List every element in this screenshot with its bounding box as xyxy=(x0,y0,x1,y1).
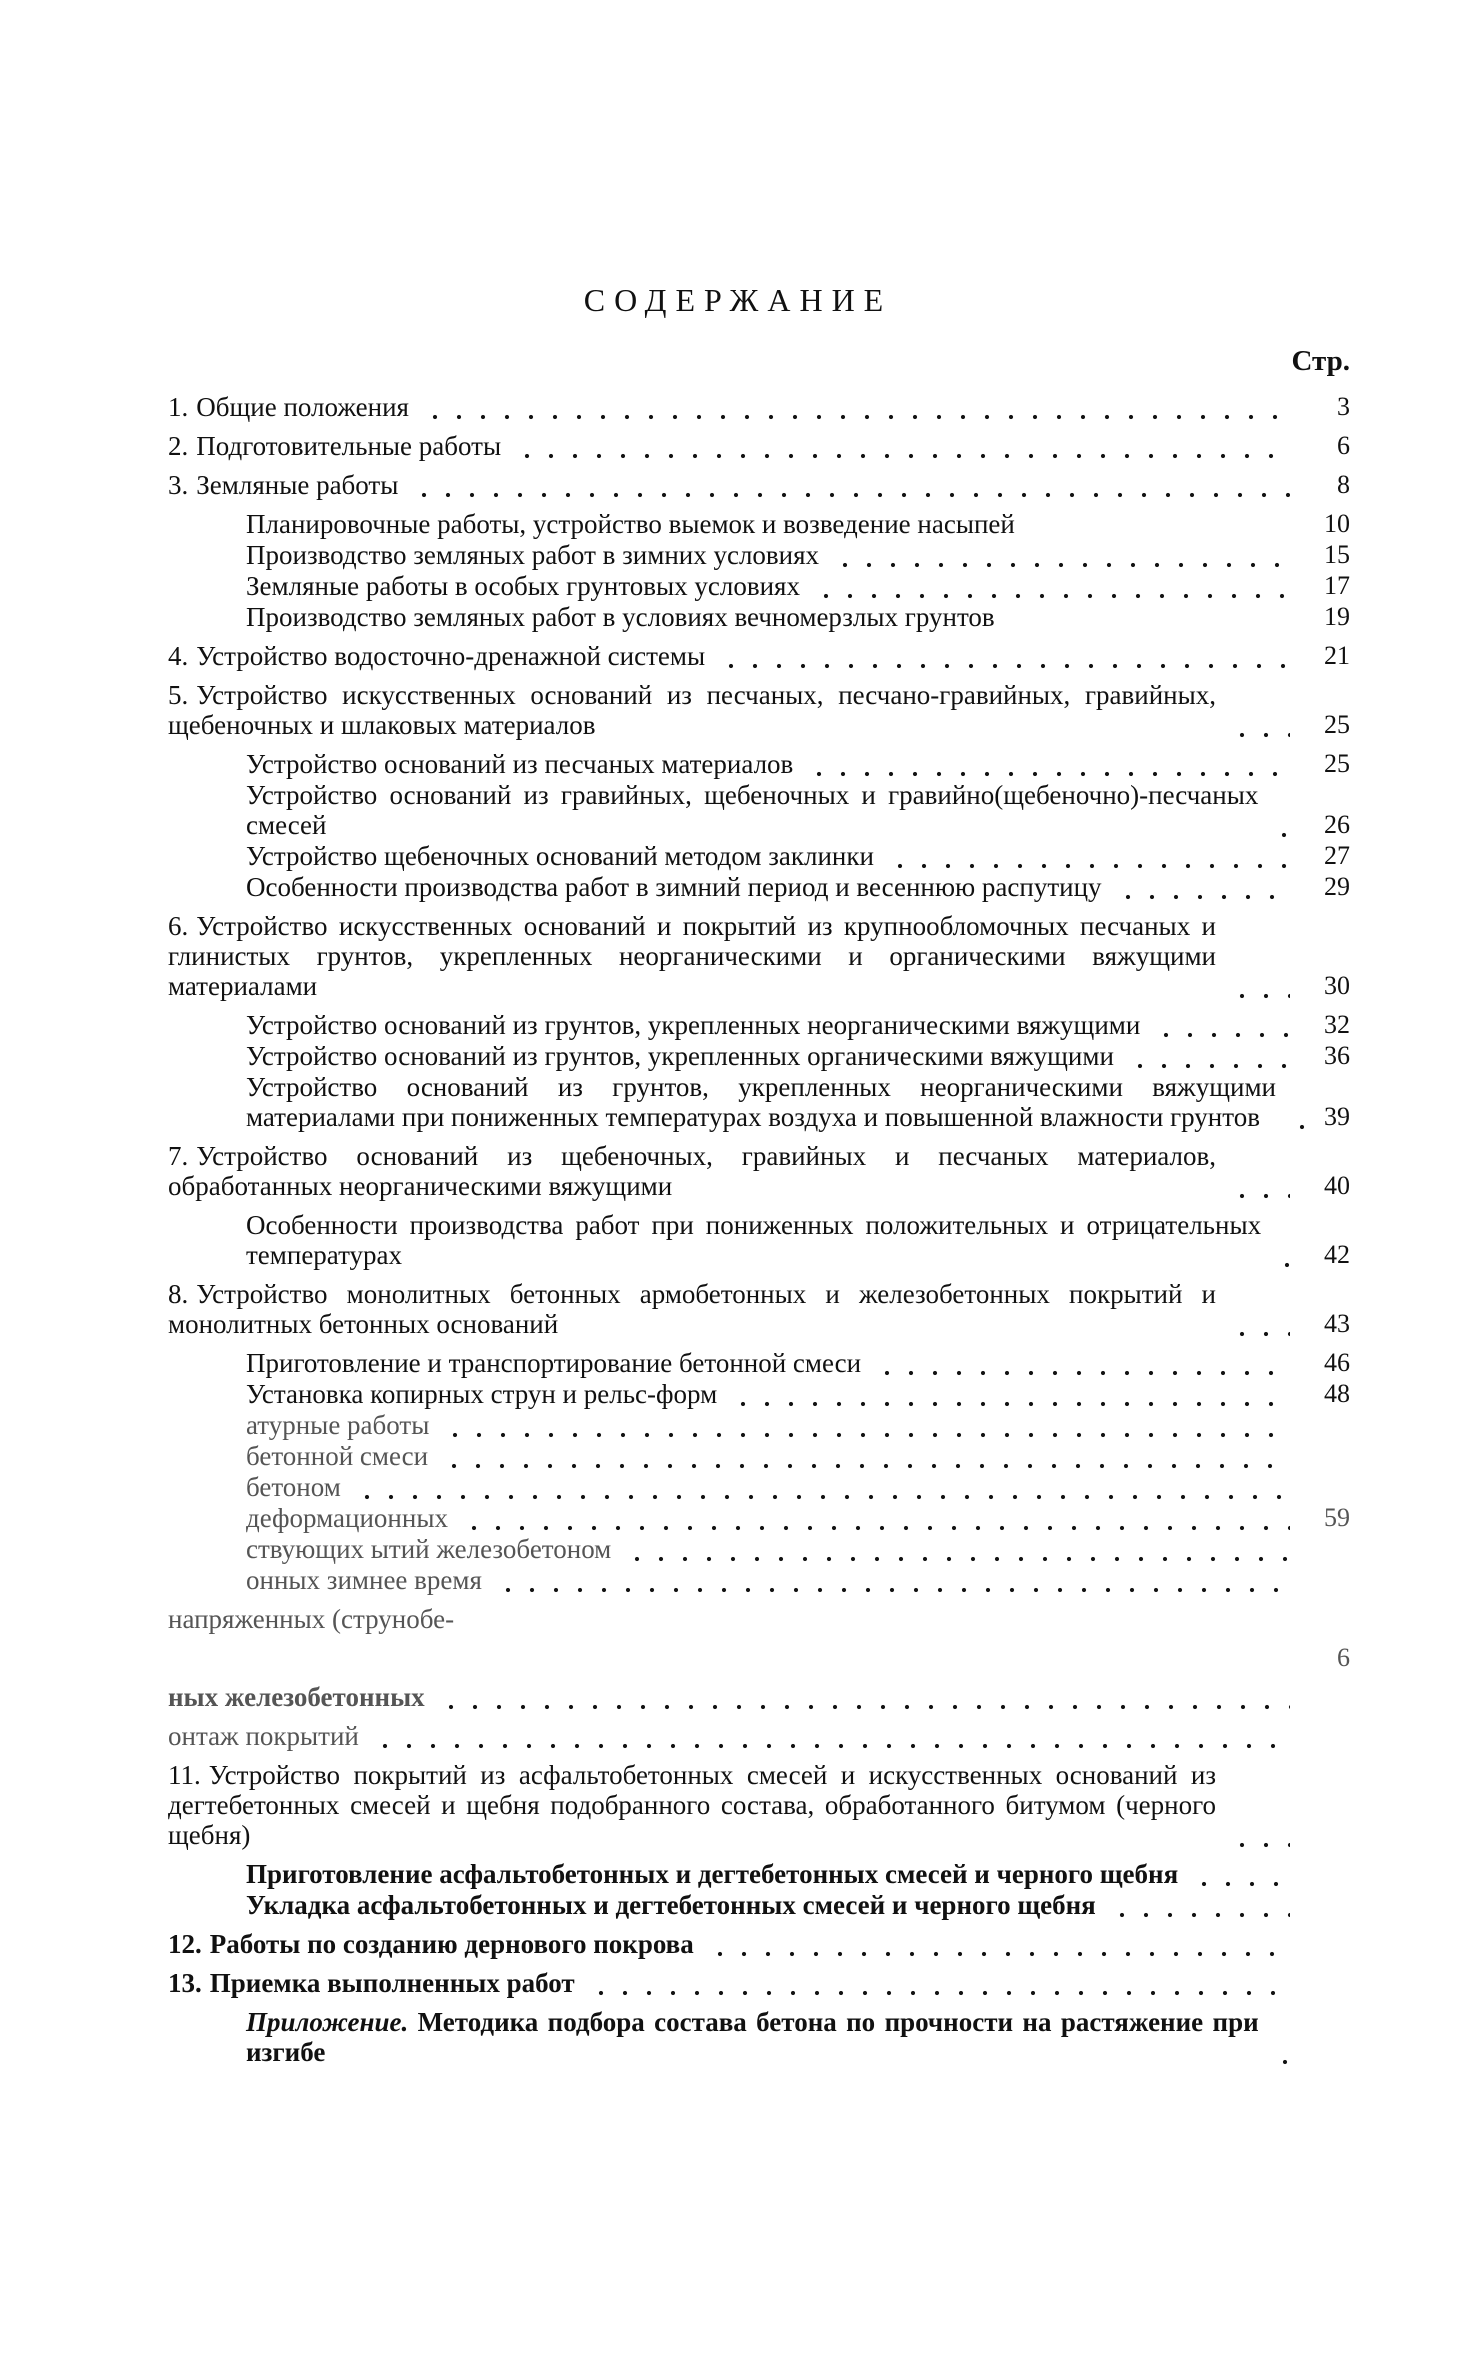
toc-subentry xyxy=(168,509,1350,539)
dot-leader xyxy=(419,392,1290,422)
toc-page-number: 42 xyxy=(1324,1240,1350,1269)
toc-entry-text: Производство земляных работ в зимних условиях xyxy=(246,540,820,570)
toc-page-number: 25 xyxy=(1324,749,1350,778)
dot-leader xyxy=(369,1721,1290,1751)
toc-entry-text: ных железобетонных xyxy=(168,1682,425,1712)
table-of-contents xyxy=(168,392,1350,2068)
toc-entry-text: бетоном xyxy=(246,1472,341,1502)
toc-entry-text: Особенности производства работ в зимний период и весеннюю распутицу xyxy=(246,872,1102,902)
toc-entry-text: Особенности производства работ при пониженных положительных и отрицательных температурах xyxy=(246,1210,1262,1270)
toc-page-number: 8 xyxy=(1337,470,1350,499)
toc-subentry xyxy=(168,1072,1350,1132)
dot-leader xyxy=(1150,1010,1290,1040)
toc-subentry xyxy=(168,1534,1350,1564)
toc-entry xyxy=(168,1929,1350,1959)
toc-subentry xyxy=(168,1210,1350,1270)
toc-entry-number: 5. xyxy=(168,680,189,710)
dot-leader xyxy=(492,1565,1290,1595)
toc-entry-number: 13. xyxy=(168,1968,202,1998)
toc-entry-text: Устройство оснований из песчаных материалов xyxy=(246,749,794,779)
toc-entry-number: 8. xyxy=(168,1279,189,1309)
toc-entry-text: 11. Устройство покрытий из асфальтобетонных смесей и искусственных оснований из дегтебетонных смесей и щебня подобранного состава, обработанного битумом (черного щебня) xyxy=(168,1760,1216,1850)
toc-page-number: 59 xyxy=(1324,1503,1350,1532)
dot-leader xyxy=(829,540,1290,570)
toc-page-number: 6 xyxy=(1337,1643,1350,1672)
dot-leader xyxy=(1106,1890,1290,1920)
toc-entry xyxy=(168,1279,1350,1339)
toc-entry-number: 2. xyxy=(168,431,189,461)
dot-leader xyxy=(1005,602,1290,632)
dot-leader xyxy=(1286,1102,1310,1132)
toc-entry-text: Планировочные работы, устройство выемок и возведение насыпей xyxy=(246,509,1015,539)
dot-leader xyxy=(1268,810,1292,840)
toc-page-number: 21 xyxy=(1324,641,1350,670)
dot-leader xyxy=(727,1379,1290,1409)
dot-leader xyxy=(1226,710,1290,740)
toc-entry-text: онных зимнее время xyxy=(246,1565,482,1595)
toc-page-number: 26 xyxy=(1324,810,1350,839)
toc-subentry xyxy=(168,540,1350,570)
toc-entry-number: 12. xyxy=(168,1929,202,1959)
toc-entry-number: 7. xyxy=(168,1141,189,1171)
toc-entry-text: Приложение. Методика подбора состава бетона по прочности на растяжение при изгибе xyxy=(246,2007,1259,2067)
toc-entry-text: атурные работы xyxy=(246,1410,430,1440)
toc-entry xyxy=(168,1604,1350,1634)
toc-entry-text: 1. Общие положения xyxy=(168,392,409,422)
toc-entry xyxy=(168,641,1350,671)
toc-subentry xyxy=(168,780,1350,840)
toc-page-number: 25 xyxy=(1324,710,1350,739)
toc-page-number: 15 xyxy=(1324,540,1350,569)
dot-leader xyxy=(464,1604,1290,1634)
dot-leader xyxy=(178,1643,1290,1673)
toc-entry-text: напряженных (струнобе- xyxy=(168,1604,455,1634)
toc-subentry xyxy=(168,1859,1350,1889)
toc-entry-text: ствующих ытий железобетоном xyxy=(246,1534,612,1564)
dot-leader xyxy=(1271,1240,1295,1270)
toc-entry-text: Устройство оснований из грунтов, укрепленных неорганическими вяжущими материалами при пониженных температурах воздуха и повышенной влажности грунтов xyxy=(246,1072,1276,1132)
toc-subentry xyxy=(168,1503,1350,1533)
dot-leader xyxy=(1188,1859,1290,1889)
dot-leader xyxy=(1226,1309,1290,1339)
toc-entry-text: 4. Устройство водосточно-дренажной системы xyxy=(168,641,706,671)
dot-leader xyxy=(871,1348,1290,1378)
toc-entry-text: Земляные работы в особых грунтовых условиях xyxy=(246,571,800,601)
toc-entry-number: 11. xyxy=(168,1760,201,1790)
toc-entry-text: Укладка асфальтобетонных и дегтебетонных смесей и черного щебня xyxy=(246,1890,1096,1920)
toc-page-number: 39 xyxy=(1324,1102,1350,1131)
toc-entry xyxy=(168,1760,1350,1850)
dot-leader xyxy=(803,749,1290,779)
toc-entry xyxy=(168,1968,1350,1998)
toc-subentry xyxy=(168,1410,1350,1440)
dot-leader xyxy=(810,571,1290,601)
toc-page-number: 48 xyxy=(1324,1379,1350,1408)
toc-entry-text: 3. Земляные работы xyxy=(168,470,399,500)
dot-leader xyxy=(511,431,1290,461)
toc-entry-text: 8. Устройство монолитных бетонных армобетонных и железобетонных покрытий и монолитных бетонных оснований xyxy=(168,1279,1216,1339)
page-title: СОДЕРЖАНИЕ xyxy=(583,282,893,318)
toc-entry xyxy=(168,1643,1350,1673)
toc-subentry xyxy=(168,1565,1350,1595)
toc-page-number: 10 xyxy=(1324,509,1350,538)
toc-entry xyxy=(168,911,1350,1001)
toc-appendix-entry xyxy=(168,2007,1350,2067)
dot-leader xyxy=(1025,509,1290,539)
toc-page-number: 6 xyxy=(1337,431,1350,460)
toc-entry-text: 7. Устройство оснований из щебеночных, гравийных и песчаных материалов, обработанных неорганическими вяжущими xyxy=(168,1141,1216,1201)
dot-leader xyxy=(884,841,1290,871)
toc-subentry xyxy=(168,841,1350,871)
dot-leader xyxy=(1226,1171,1290,1201)
toc-entry-text: Устройство щебеночных оснований методом заклинки xyxy=(246,841,874,871)
toc-page-number: 29 xyxy=(1324,872,1350,901)
dot-leader xyxy=(1226,971,1290,1001)
appendix-label: Приложение. xyxy=(246,2007,409,2037)
toc-entry-text: онтаж покрытий xyxy=(168,1721,359,1751)
toc-entry-text: 12. Работы по созданию дернового покрова xyxy=(168,1929,694,1959)
toc-entry xyxy=(168,1682,1350,1712)
toc-page-number: 40 xyxy=(1324,1171,1350,1200)
toc-entry-text: Производство земляных работ в условиях вечномерзлых грунтов xyxy=(246,602,995,632)
dot-leader xyxy=(1269,2037,1293,2067)
toc-subentry xyxy=(168,1472,1350,1502)
toc-page-number: 30 xyxy=(1324,971,1350,1000)
toc-subentry xyxy=(168,602,1350,632)
toc-entry xyxy=(168,470,1350,500)
dot-leader xyxy=(438,1441,1290,1471)
toc-subentry xyxy=(168,1379,1350,1409)
toc-entry-text: 13. Приемка выполненных работ xyxy=(168,1968,575,1998)
dot-leader xyxy=(715,641,1290,671)
toc-entry-text: бетонной смеси xyxy=(246,1441,429,1471)
toc-entry-text: 5. Устройство искусственных оснований из песчаных, песчано-гравийных, гравийных, щебеночных и шлаковых материалов xyxy=(168,680,1216,740)
dot-leader xyxy=(621,1534,1290,1564)
dot-leader xyxy=(408,470,1290,500)
toc-entry-text: Устройство оснований из гравийных, щебеночных и гравийно(щебеночно)-песчаных смесей xyxy=(246,780,1259,840)
toc-page-number: 32 xyxy=(1324,1010,1350,1039)
page-column-header: Стр. xyxy=(1291,345,1350,377)
toc-subentry xyxy=(168,1441,1350,1471)
toc-entry xyxy=(168,1721,1350,1751)
toc-page-number: 36 xyxy=(1324,1041,1350,1070)
toc-entry-text: Приготовление и транспортирование бетонной смеси xyxy=(246,1348,862,1378)
dot-leader xyxy=(585,1968,1290,1998)
dot-leader xyxy=(458,1503,1290,1533)
toc-entry-text: Устройство оснований из грунтов, укрепленных органическими вяжущими xyxy=(246,1041,1114,1071)
toc-subentry xyxy=(168,1010,1350,1040)
dot-leader xyxy=(1112,872,1290,902)
toc-entry-text: 6. Устройство искусственных оснований и покрытий из крупнообломочных песчаных и глинистых грунтов, укрепленных неорганическими и органическими вяжущими материалами xyxy=(168,911,1216,1001)
toc-entry-number: 6. xyxy=(168,911,189,941)
toc-subentry xyxy=(168,1041,1350,1071)
dot-leader xyxy=(1226,1820,1290,1850)
toc-subentry xyxy=(168,1890,1350,1920)
toc-entry-text: деформационных xyxy=(246,1503,448,1533)
toc-entry-number: 4. xyxy=(168,641,189,671)
toc-entry-text: Установка копирных струн и рельс-форм xyxy=(246,1379,718,1409)
toc-page-number: 27 xyxy=(1324,841,1350,870)
toc-entry-number: 1. xyxy=(168,392,189,422)
toc-entry-text: Устройство оснований из грунтов, укрепленных неорганическими вяжущими xyxy=(246,1010,1141,1040)
dot-leader xyxy=(704,1929,1290,1959)
dot-leader xyxy=(435,1682,1290,1712)
toc-entry-number: 3. xyxy=(168,470,189,500)
dot-leader xyxy=(1124,1041,1290,1071)
toc-entry xyxy=(168,680,1350,740)
toc-entry-text: 2. Подготовительные работы xyxy=(168,431,502,461)
toc-entry xyxy=(168,1141,1350,1201)
toc-subentry xyxy=(168,872,1350,902)
toc-page-number: 43 xyxy=(1324,1309,1350,1338)
toc-entry xyxy=(168,392,1350,422)
toc-page-number: 19 xyxy=(1324,602,1350,631)
toc-page-number: 17 xyxy=(1324,571,1350,600)
dot-leader xyxy=(439,1410,1290,1440)
dot-leader xyxy=(351,1472,1290,1502)
toc-subentry xyxy=(168,1348,1350,1378)
toc-page-number: 46 xyxy=(1324,1348,1350,1377)
toc-subentry xyxy=(168,749,1350,779)
toc-page-number: 3 xyxy=(1337,392,1350,421)
toc-entry xyxy=(168,431,1350,461)
toc-subentry xyxy=(168,571,1350,601)
toc-entry-text: Приготовление асфальтобетонных и дегтебетонных смесей и черного щебня xyxy=(246,1859,1179,1889)
